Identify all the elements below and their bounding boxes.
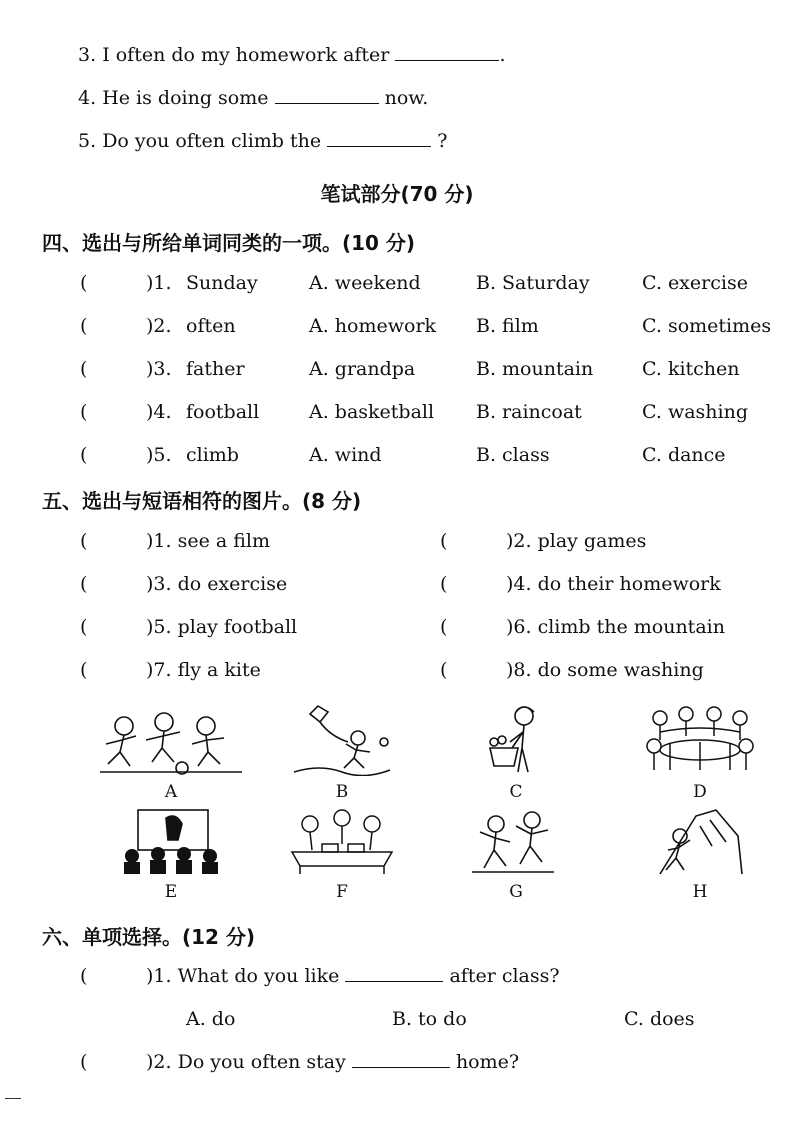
picture-do-homework xyxy=(286,806,398,876)
answer-paren[interactable]: ( xyxy=(80,358,88,380)
answer-paren[interactable]: ( xyxy=(80,573,88,595)
answer-paren[interactable]: ( xyxy=(80,965,88,987)
target-word: father xyxy=(186,358,245,380)
option-c: C. washing xyxy=(642,401,748,423)
answer-paren[interactable]: ( xyxy=(80,444,88,466)
answer-blank[interactable] xyxy=(345,967,443,982)
written-part-title: 笔试部分(70 分) xyxy=(320,182,474,206)
answer-paren[interactable]: ( xyxy=(80,659,88,681)
answer-paren[interactable]: ( xyxy=(80,272,88,294)
picture-do-exercise xyxy=(470,808,556,876)
item-number: 3. xyxy=(78,44,97,66)
phrase-item: )1. see a film xyxy=(146,530,270,552)
section4-title: 四、选出与所给单词同类的一项。(10 分) xyxy=(42,231,416,255)
option-b: B. mountain xyxy=(476,358,594,380)
picture-climb-mountain xyxy=(650,806,746,876)
answer-paren[interactable]: ( xyxy=(80,315,88,337)
option-a: A. basketball xyxy=(309,401,435,423)
item-punct: . xyxy=(499,44,506,66)
answer-paren[interactable]: ( xyxy=(440,659,448,681)
fill-item-5 xyxy=(78,130,447,152)
answer-paren[interactable]: ( xyxy=(80,530,88,552)
picture-label-d: D xyxy=(693,782,707,802)
picture-label-g: G xyxy=(509,882,523,902)
question-text: Do you often stay xyxy=(177,1051,346,1073)
question-number: )1. xyxy=(146,965,172,987)
answer-paren[interactable]: ( xyxy=(80,616,88,638)
target-word: often xyxy=(186,315,236,337)
answer-paren[interactable]: ( xyxy=(440,530,448,552)
item-text-after: now. xyxy=(384,87,429,109)
picture-play-games xyxy=(640,704,760,776)
picture-label-e: E xyxy=(164,882,178,902)
answer-blank[interactable] xyxy=(352,1053,450,1068)
item-number: 5. xyxy=(78,130,97,152)
item-punct: ? xyxy=(437,130,448,152)
item-text: I often do my homework after xyxy=(102,44,390,66)
option-b: B. to do xyxy=(392,1008,467,1030)
option-a: A. wind xyxy=(309,444,382,466)
option-a: A. do xyxy=(186,1008,236,1030)
question-1 xyxy=(146,965,560,987)
phrase-item: )4. do their homework xyxy=(506,573,721,595)
item-number: 4. xyxy=(78,87,97,109)
item-text: He is doing some xyxy=(102,87,269,109)
phrase-item: )7. fly a kite xyxy=(146,659,261,681)
question-2 xyxy=(146,1051,519,1073)
option-b: B. class xyxy=(476,444,550,466)
option-a: A. weekend xyxy=(309,272,421,294)
question-number: )3. xyxy=(146,358,172,380)
fill-item-4 xyxy=(78,87,428,109)
question-text: What do you like xyxy=(177,965,340,987)
item-text: Do you often climb the xyxy=(102,130,322,152)
picture-do-washing xyxy=(480,702,550,776)
question-number: )2. xyxy=(146,1051,172,1073)
picture-label-c: C xyxy=(509,782,523,802)
picture-label-h: H xyxy=(692,882,708,902)
answer-blank[interactable] xyxy=(395,46,499,61)
answer-blank[interactable] xyxy=(327,132,431,147)
phrase-item: )3. do exercise xyxy=(146,573,288,595)
target-word: football xyxy=(186,401,260,423)
section6-title: 六、单项选择。(12 分) xyxy=(42,925,256,949)
page-edge-mark xyxy=(5,1098,21,1099)
section5-title: 五、选出与短语相符的图片。(8 分) xyxy=(42,489,362,513)
answer-paren[interactable]: ( xyxy=(440,573,448,595)
question-number: )1. xyxy=(146,272,172,294)
answer-paren[interactable]: ( xyxy=(80,401,88,423)
picture-label-a: A xyxy=(164,782,178,802)
option-c: C. dance xyxy=(642,444,726,466)
phrase-item: )8. do some washing xyxy=(506,659,704,681)
target-word: climb xyxy=(186,444,239,466)
fill-item-3 xyxy=(78,44,505,66)
question-number: )4. xyxy=(146,401,172,423)
target-word: Sunday xyxy=(186,272,258,294)
picture-fly-kite xyxy=(290,702,394,776)
option-a: A. grandpa xyxy=(309,358,416,380)
phrase-item: )6. climb the mountain xyxy=(506,616,725,638)
answer-blank[interactable] xyxy=(275,89,379,104)
picture-label-f: F xyxy=(336,882,348,902)
question-number: )5. xyxy=(146,444,172,466)
picture-play-football xyxy=(96,704,246,776)
answer-paren[interactable]: ( xyxy=(80,1051,88,1073)
option-b: B. Saturday xyxy=(476,272,590,294)
option-b: B. raincoat xyxy=(476,401,582,423)
phrase-item: )2. play games xyxy=(506,530,647,552)
answer-paren[interactable]: ( xyxy=(440,616,448,638)
phrase-item: )5. play football xyxy=(146,616,298,638)
option-c: C. exercise xyxy=(642,272,748,294)
option-b: B. film xyxy=(476,315,539,337)
picture-see-film xyxy=(120,806,224,876)
option-c: C. sometimes xyxy=(642,315,772,337)
picture-label-b: B xyxy=(335,782,349,802)
option-c: C. does xyxy=(624,1008,695,1030)
option-c: C. kitchen xyxy=(642,358,740,380)
question-text-after: home? xyxy=(455,1051,520,1073)
question-text-after: after class? xyxy=(449,965,560,987)
question-number: )2. xyxy=(146,315,172,337)
option-a: A. homework xyxy=(309,315,437,337)
